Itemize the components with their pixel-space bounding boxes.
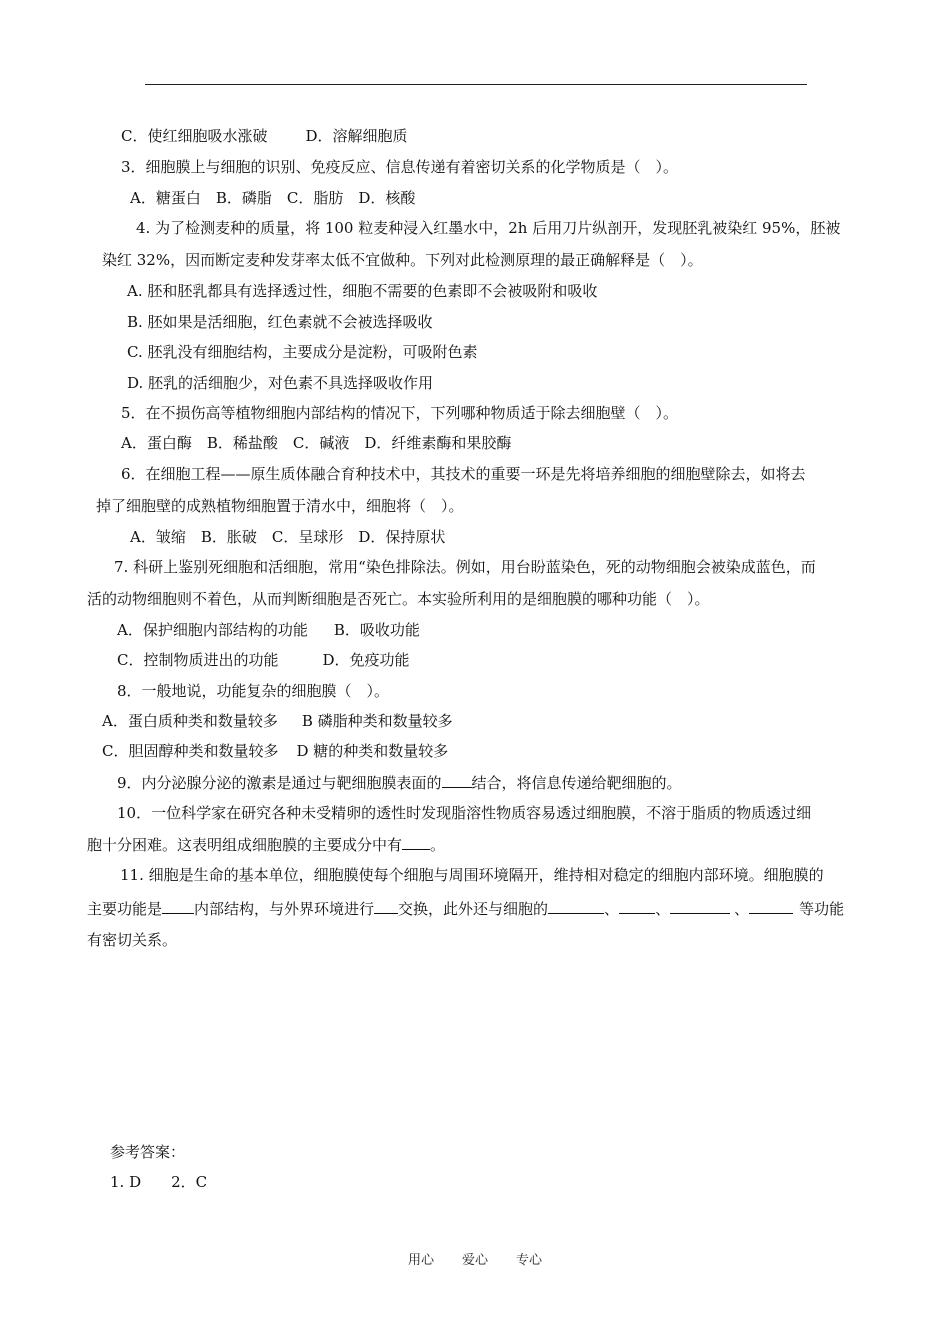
q11-text-2: 内部结构，与外界环境进行 <box>194 900 375 918</box>
q9-text-after: 结合，将信息传递给靶细胞的。 <box>471 774 682 792</box>
q6-options: A．皱缩 B．胀破 C．呈球形 D．保持原状 <box>130 528 446 546</box>
q5-options: A．蛋白酶 B．稀盐酸 C．碱液 D．纤维素酶和果胶酶 <box>121 434 512 452</box>
q7-option-b: B．吸收功能 <box>333 621 420 639</box>
q3-stem: 3．细胞膜上与细胞的识别、免疫反应、信息传递有着密切关系的化学物质是（ ）。 <box>121 158 679 176</box>
q11-sep-3: 、 <box>734 900 750 918</box>
answers-line: 1. D 2．C <box>110 1173 208 1191</box>
q11-blank-5 <box>670 898 730 914</box>
q11-sep-1: 、 <box>604 900 620 918</box>
q2-option-d: D．溶解细胞质 <box>305 127 408 145</box>
q6-stem-line1: 6．在细胞工程——原生质体融合育种技术中，其技术的重要一环是先将培养细胞的细胞壁除去，如将去 <box>121 465 806 483</box>
q4-option-a: A. 胚和胚乳都具有选择透过性，细胞不需要的色素即不会被吸附和吸收 <box>127 282 598 300</box>
q10-line2 <box>87 834 445 855</box>
q10-blank <box>402 834 430 850</box>
q11-line1: 11. 细胞是生命的基本单位，细胞膜使每个细胞与周围环境隔开，维持相对稳定的细胞内部环境。细胞膜的 <box>120 866 824 884</box>
q8-option-c: C．胆固醇种类和数量较多 <box>102 742 279 760</box>
q2-options-row <box>121 126 408 146</box>
q4-stem-line2: 染红 32%，因而断定麦种发芽率太低不宜做种。下列对此检测原理的最正确解释是（ ）。 <box>102 251 703 269</box>
q11-sep-2: 、 <box>655 900 671 918</box>
q9-blank <box>442 772 472 788</box>
q2-option-c: C．使红细胞吸水涨破 <box>121 127 268 145</box>
q11-line3: 有密切关系。 <box>87 931 178 949</box>
footer-word-3: 专心 <box>516 1253 543 1268</box>
q11-blank-3 <box>548 898 604 914</box>
page-footer <box>0 1249 950 1268</box>
q11-text-end: 等功能 <box>799 900 845 918</box>
header-rule <box>145 84 807 85</box>
q4-option-b: B. 胚如果是活细胞，红色素就不会被选择吸收 <box>127 313 433 331</box>
q10-text-before: 胞十分困难。这表明组成细胞膜的主要成分中有 <box>87 836 403 854</box>
footer-word-1: 用心 <box>407 1253 434 1268</box>
q3-options: A．糖蛋白 B．磷脂 C．脂肪 D．核酸 <box>130 189 416 207</box>
q11-blank-6 <box>749 898 793 914</box>
q11-text-3: 交换，此外还与细胞的 <box>398 900 549 918</box>
q8-options-row1 <box>102 711 453 731</box>
q8-stem: 8．一般地说，功能复杂的细胞膜（ ）。 <box>117 682 390 700</box>
q4-option-d: D. 胚乳的活细胞少，对色素不具选择吸收作用 <box>127 374 434 392</box>
q7-option-a: A．保护细胞内部结构的功能 <box>117 621 308 639</box>
q8-option-d: D 糖的种类和数量较多 <box>296 742 449 760</box>
q7-stem-line1: 7. 科研上鉴别死细胞和活细胞，常用“染色排除法。例如，用台盼蓝染色，死的动物细胞会被染成蓝色，而 <box>114 558 816 576</box>
q5-stem: 5．在不损伤高等植物细胞内部结构的情况下，下列哪种物质适于除去细胞壁（ ）。 <box>121 404 679 422</box>
q7-options-row2 <box>117 650 410 670</box>
q7-option-c: C．控制物质进出的功能 <box>117 651 279 669</box>
q11-text-1: 主要功能是 <box>87 900 163 918</box>
q8-option-b: B 磷脂种类和数量较多 <box>301 712 453 730</box>
q11-blank-1 <box>162 898 194 914</box>
q11-blank-2 <box>374 898 398 914</box>
q9-text-before: 9．内分泌腺分泌的激素是通过与靶细胞膜表面的 <box>117 774 442 792</box>
q8-options-row2 <box>102 741 448 761</box>
q7-stem-line2: 活的动物细胞则不着色，从而判断细胞是否死亡。本实验所利用的是细胞膜的哪种功能（ ）。 <box>87 590 710 608</box>
q4-option-c: C. 胚乳没有细胞结构，主要成分是淀粉，可吸附色素 <box>127 343 478 361</box>
q6-stem-line2: 掉了细胞壁的成熟植物细胞置于清水中，细胞将（ ）。 <box>96 497 464 515</box>
q11-line2 <box>87 898 844 919</box>
answers-title: 参考答案： <box>110 1143 186 1161</box>
q7-option-d: D．免疫功能 <box>322 651 410 669</box>
q10-line1: 10．一位科学家在研究各种未受精卵的透性时发现脂溶性物质容易透过细胞膜，不溶于脂质的物质透过细 <box>117 804 812 822</box>
q8-option-a: A．蛋白质种类和数量较多 <box>102 712 278 730</box>
q10-text-after: 。 <box>430 836 446 854</box>
q4-stem-line1: 4. 为了检测麦种的质量，将 100 粒麦种浸入红墨水中，2h 后用刀片纵剖开，发现胚乳被染红 95%，胚被 <box>136 219 841 237</box>
q11-blank-4 <box>619 898 655 914</box>
q7-options-row1 <box>117 620 420 640</box>
q9-stem <box>117 772 682 793</box>
footer-word-2: 爱心 <box>461 1253 488 1268</box>
